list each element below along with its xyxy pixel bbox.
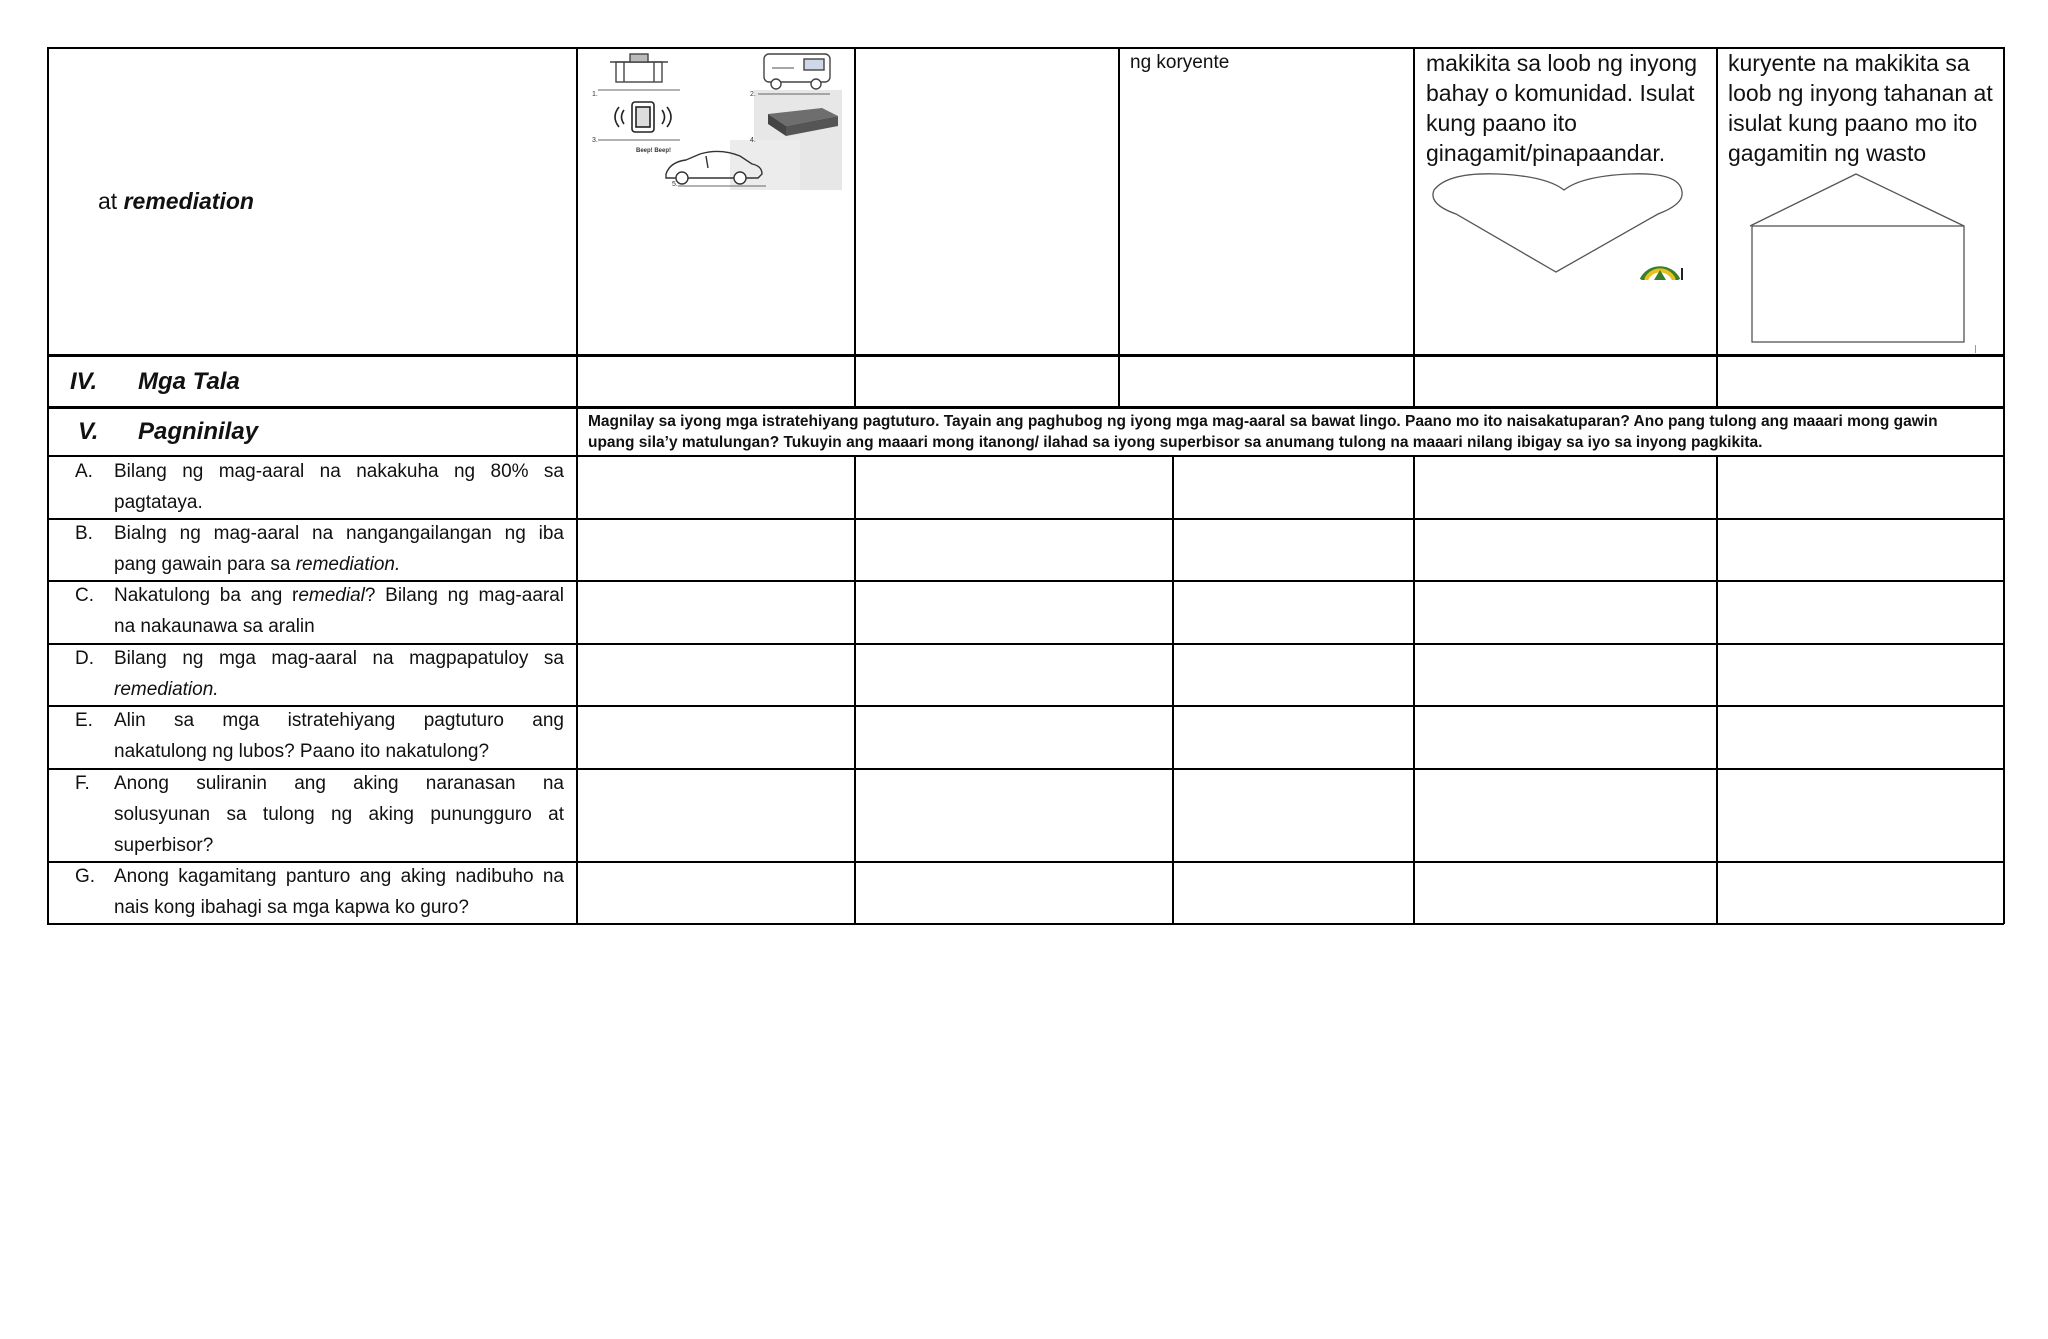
column-divider <box>1172 455 1174 924</box>
table-border-right <box>2003 47 2005 924</box>
item-letter: B. <box>75 523 93 544</box>
cell-mark <box>1975 345 1976 353</box>
house-drawing <box>1746 170 1976 346</box>
item-b-text: Bialng ng mag-aaral na nangangailangan ng iba pang gawain para sa remediation. <box>114 523 564 575</box>
col3-text: ng koryente <box>1130 52 1230 73</box>
item-e-text: Alin sa mga istratehiyang pagtuturo ang nakatulong ng lubos? Paano ito nakatulong? <box>114 710 564 762</box>
column-divider <box>576 47 578 924</box>
item-letter: C. <box>75 585 94 606</box>
item-letter: G. <box>75 866 96 887</box>
col5-instructions: kuryente na makikita sa loob ng inyong tahanan at isulat kung paano mo ito gagamitin ng wasto <box>1728 50 1993 166</box>
column-divider <box>854 47 856 409</box>
ambulance-icon <box>764 54 830 89</box>
number-label: 5. <box>672 181 678 188</box>
row-divider <box>47 354 2004 357</box>
item-letter: E. <box>75 710 93 731</box>
item-letter: A. <box>75 461 93 482</box>
row-divider <box>47 406 2004 409</box>
item-c-text: Nakatulong ba ang remedial? Bilang ng mag-aaral na nakaunawa sa aralin <box>114 585 564 637</box>
number-label: 1. <box>592 91 598 98</box>
section-iv-title: Mga Tala <box>138 368 240 395</box>
worksheet-image <box>590 50 844 190</box>
column-divider <box>1413 47 1415 409</box>
car-caption: Beep! Beep! <box>636 148 672 154</box>
table-border-bottom <box>47 923 2004 925</box>
column-divider <box>1716 455 1718 924</box>
column-divider <box>1413 455 1415 924</box>
remediation-label: at remediation <box>98 188 254 214</box>
section-v-heading: V. <box>78 418 99 445</box>
section-v-title: Pagninilay <box>138 418 259 445</box>
number-label: 3. <box>592 137 598 144</box>
item-letter: F. <box>75 773 90 794</box>
item-a-text: Bilang ng mag-aaral na nakakuha ng 80% sa pagtataya. <box>114 461 564 513</box>
electrical-appliances-illustration <box>590 50 844 190</box>
tablet-icon <box>615 102 671 132</box>
column-divider <box>854 455 856 924</box>
item-letter: D. <box>75 648 94 669</box>
item-f-text: Anong suliranin ang aking naranasan na solusyunan sa tulong ng aking punungguro at superbisor? <box>114 773 564 856</box>
booth-icon <box>610 54 668 82</box>
reflection-instructions: Magnilay sa iyong mga istratehiyang pagtuturo. Tayain ang paghubog ng iyong mga mag-aaral sa bawat lingo. Paano mo ito naisakatuparan? Ano pang tulong ang maaari mong gawin upang sila’y matulungan? Tukuyin ang maaari mong itanong/ ilahad sa iyong superbisor sa anumang tulong na maaari nilang ibigay sa iyo sa inyong pagkikita. <box>588 413 1938 451</box>
table-border-left <box>47 47 49 924</box>
column-divider <box>1118 47 1120 409</box>
section-iv-heading: IV. <box>70 368 98 395</box>
heart-drawing <box>1428 168 1698 280</box>
item-g-text: Anong kagamitang panturo ang aking nadibuho na nais kong ibahagi sa mga kapwa ko guro? <box>114 866 564 918</box>
table-border-top <box>47 47 2004 49</box>
column-divider <box>1716 47 1718 409</box>
number-label: 4. <box>750 137 756 144</box>
logo-badge-icon <box>1642 268 1683 280</box>
number-label: 2. <box>750 91 756 98</box>
item-d-text: Bilang ng mga mag-aaral na magpapatuloy sa remediation. <box>114 648 564 700</box>
col4-instructions: makikita sa loob ng inyong bahay o komunidad. Isulat kung paano ito ginagamit/pinapaandar. <box>1426 50 1698 166</box>
